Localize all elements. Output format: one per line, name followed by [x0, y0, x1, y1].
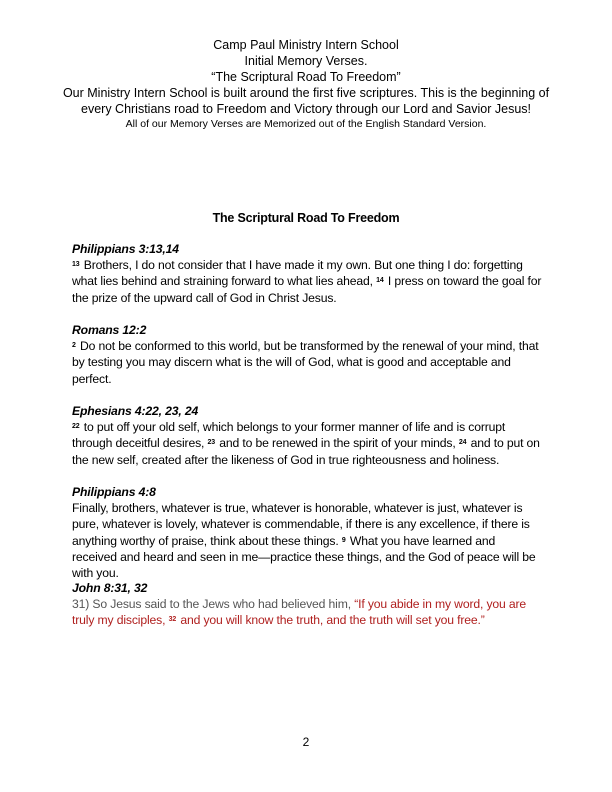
version-note: All of our Memory Verses are Memorized out of the English Standard Version.: [125, 118, 487, 130]
verse-john-8: [72, 580, 542, 629]
verse-text-part: Brothers, I do not consider that I have made it my own. But one thing I do: forgetting what lies behind and straining forward to what lies ahead,: [72, 258, 523, 289]
verse-text-part: What you have learned and received and heard and seen in me—practice these things, and the God of peace will be with you.: [72, 533, 536, 581]
verse-narration: So Jesus said to the Jews who had believed him,: [92, 597, 351, 612]
verse-text: [72, 596, 542, 628]
verse-text-part: Do not be conformed to this world, but be transformed by the renewal of your mind, that by testing you may discern what is the will of God, what is good and acceptable and perfect.: [72, 339, 539, 386]
verse-number: 23: [207, 439, 216, 447]
verse-number: 24: [458, 439, 467, 447]
verse-text-part: I press on toward the goal for the prize of the upward call of God in Christ Jesus.: [72, 274, 542, 305]
verse-text: [72, 338, 542, 387]
verse-reference: John 8:31, 32: [72, 581, 148, 595]
verse-number: 2: [72, 342, 76, 350]
document-theme: “The Scriptural Road To Freedom”: [211, 70, 401, 84]
verse-number: 14: [376, 277, 384, 285]
verse-text: [72, 500, 542, 581]
school-name: Camp Paul Ministry Intern School: [213, 38, 399, 52]
verse-philippians-3: [72, 241, 542, 306]
verse-number: 9: [341, 536, 346, 544]
verse-text: [72, 257, 542, 306]
verse-text: [72, 419, 542, 468]
verse-text-part: and to be renewed in the spirit of your minds,: [219, 436, 456, 451]
verse-reference: Philippians 3:13,14: [72, 242, 179, 256]
verse-number: 22: [72, 423, 80, 431]
intro-line-1: Our Ministry Intern School is built around the first five scriptures. This is the beginning of: [62, 86, 550, 100]
verse-number: 32: [168, 616, 177, 624]
intro-line-2: every Christians road to Freedom and Victory through our Lord and Savior Jesus!: [81, 102, 531, 116]
document-subtitle: Initial Memory Verses.: [244, 54, 368, 68]
section-title: The Scriptural Road To Freedom: [212, 211, 400, 225]
verse-reference: Romans 12:2: [72, 323, 147, 337]
verse-quote: “If you abide in my word, you are truly my disciples,: [72, 597, 527, 628]
verse-text-part: and to put on the new self, created after the likeness of God in true righteousness and holiness.: [72, 436, 540, 467]
verse-reference: Philippians 4:8: [72, 485, 156, 499]
verse-ephesians-4: [72, 403, 542, 468]
document-header: [60, 37, 552, 131]
verse-text-part: to put off your old self, which belongs to your former manner of life and is corrupt through deceitful desires,: [72, 420, 506, 451]
verse-number: 13: [72, 261, 80, 269]
verse-quote: and you will know the truth, and the truth will set you free.”: [180, 613, 485, 628]
verse-lead-number: 31): [72, 597, 90, 612]
verse-text-part: Finally, brothers, whatever is true, whatever is honorable, whatever is just, whatever is pure, whatever is lovely, whatever is commendable, if there is any excellence, if there is anything worthy of praise, think about these things.: [72, 501, 530, 548]
verse-romans-12: [72, 322, 542, 387]
page-number: 2: [302, 735, 310, 749]
verse-philippians-4: [72, 484, 542, 581]
verse-reference: Ephesians 4:22, 23, 24: [72, 404, 199, 418]
